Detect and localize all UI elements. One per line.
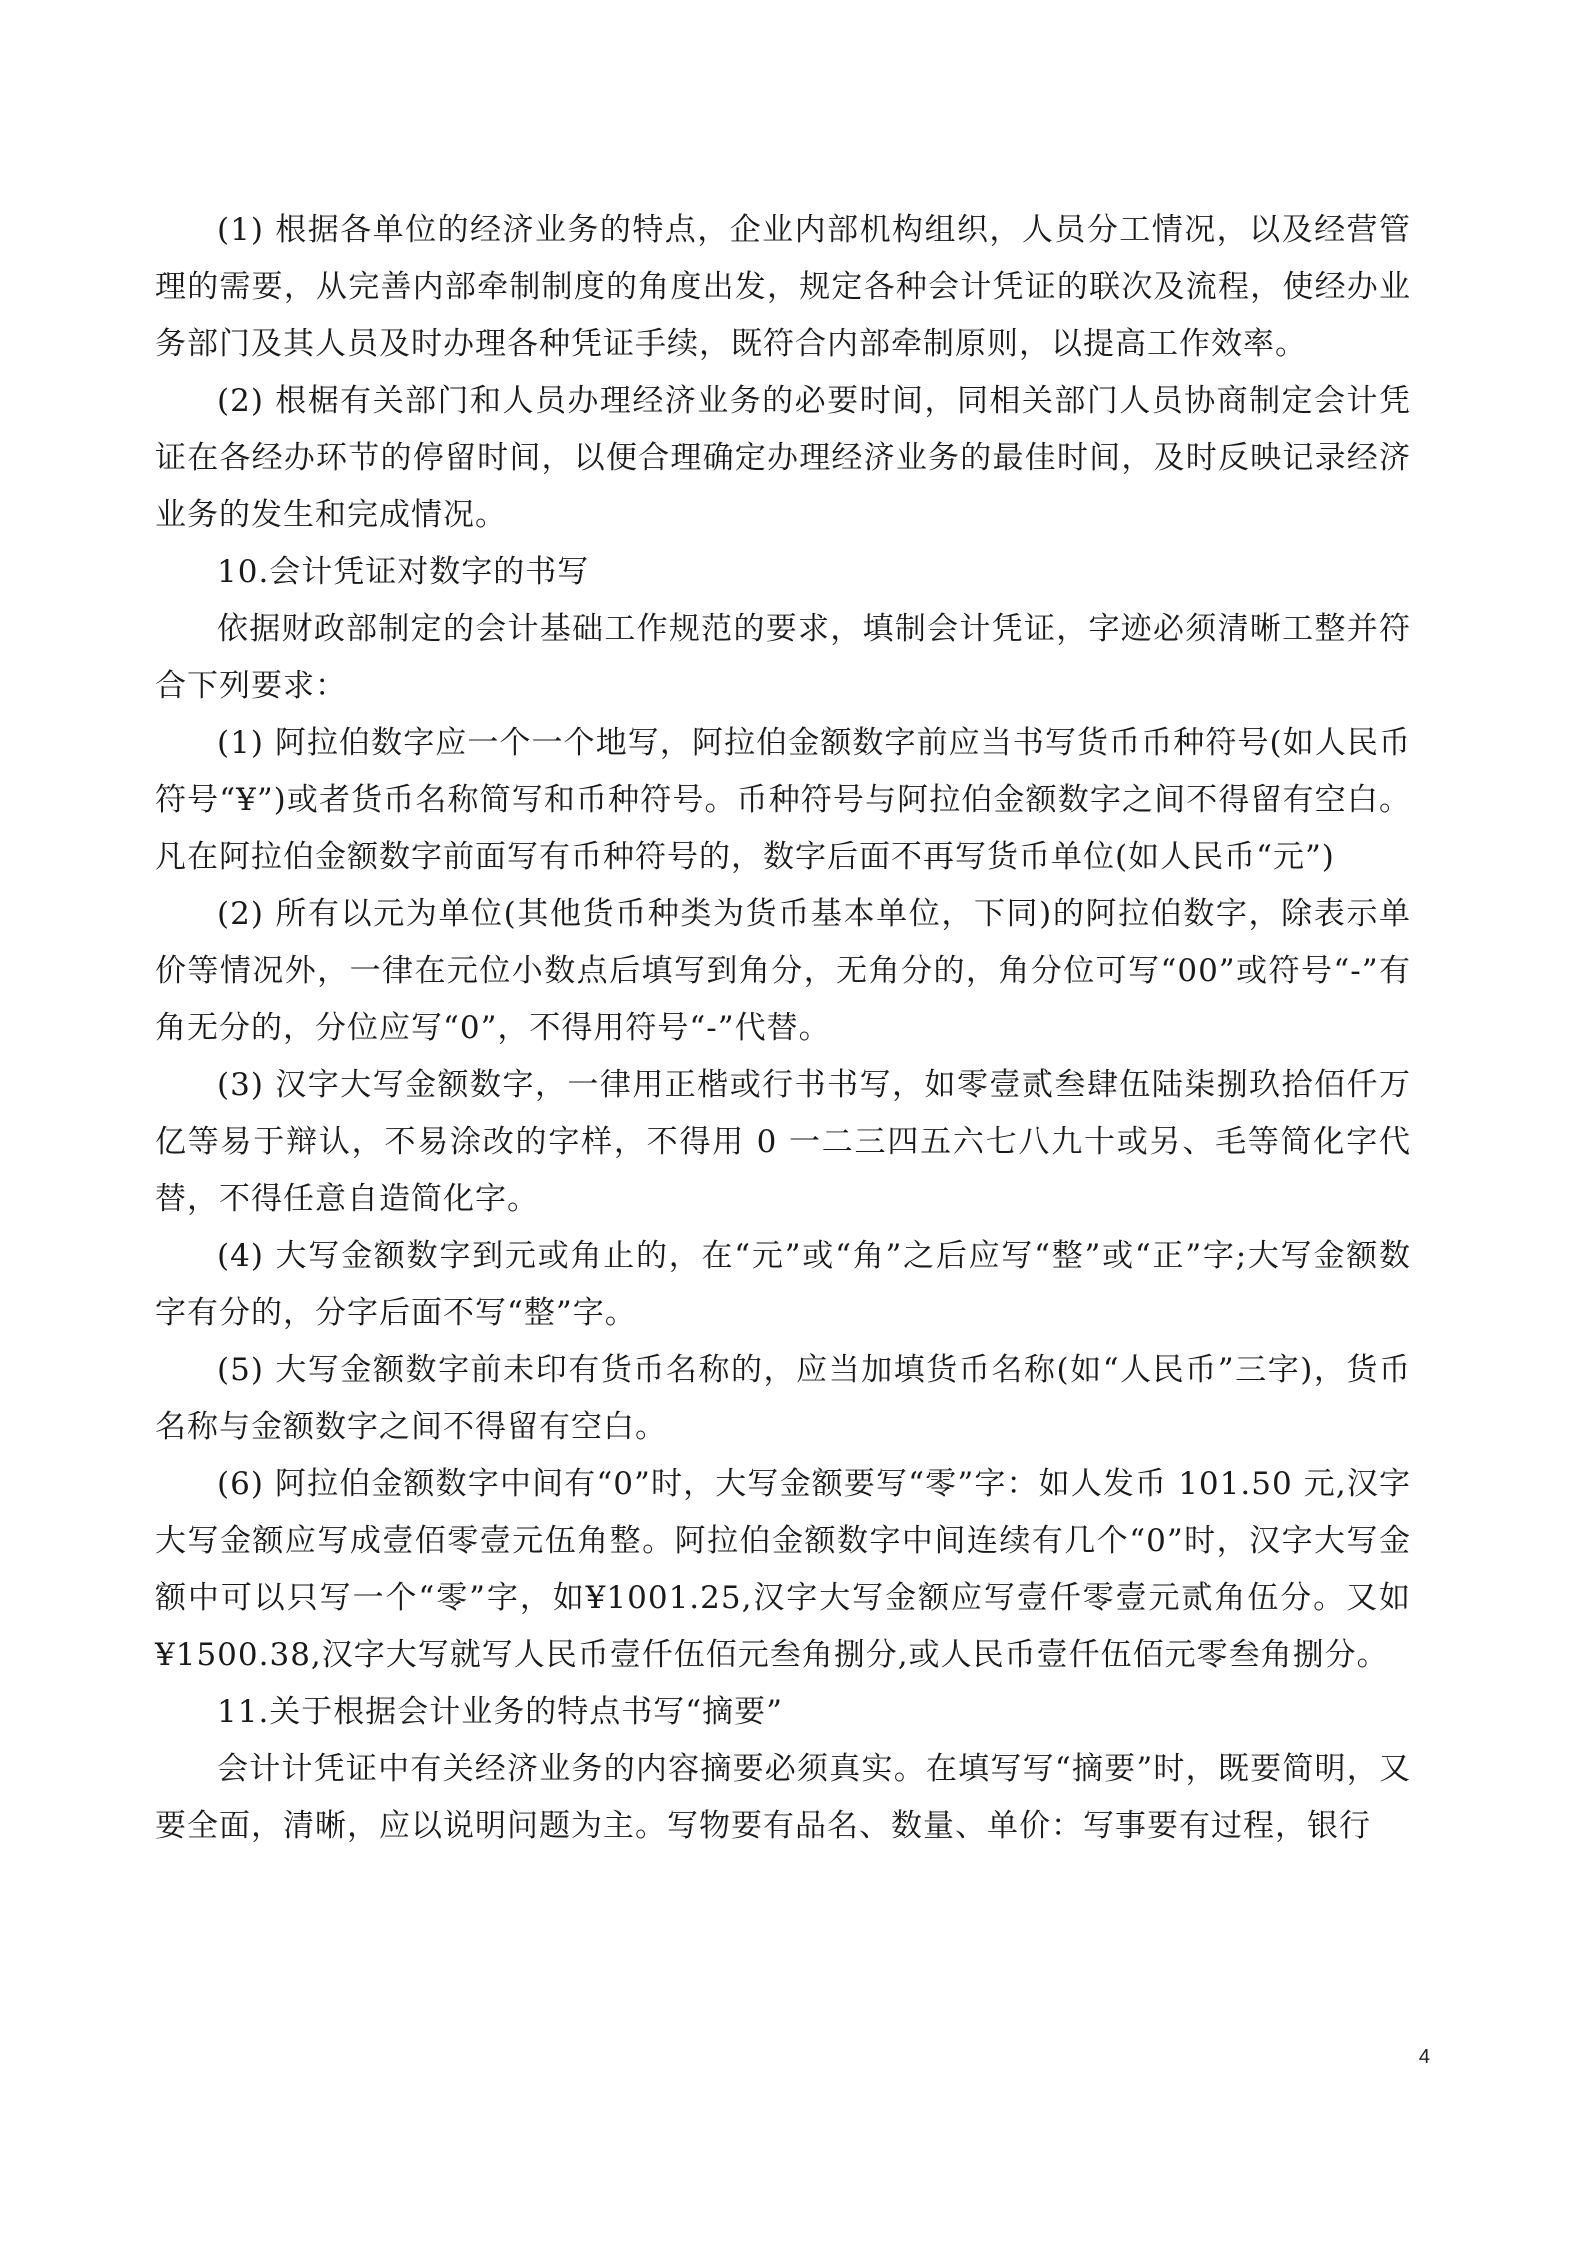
paragraph-2-4: (4) 大写金额数字到元或角止的，在“元”或“角”之后应写“整”或“正”字;大写金额数字有分的，分字后面不写“整”字。 bbox=[155, 1238, 1411, 1331]
paragraph-intro: 依据财政部制定的会计基础工作规范的要求，填制会计凭证，字迹必须清晰工整并符合下列要求： bbox=[155, 611, 1411, 704]
paragraph-2-2: (2) 所有以元为单位(其他货币种类为货币基本单位，下同)的阿拉伯数字，除表示单价等情况外，一律在元位小数点后填写到角分，无角分的，角分位可写“00”或符号“-”有角无分的，分位应写“0”，不得用符号“-”代替。 bbox=[155, 896, 1411, 1046]
paragraph-1-2: (2) 根椐有关部门和人员办理经济业务的必要时间，同相关部门人员协商制定会计凭证在各经办环节的停留时间，以便合理确定办理经济业务的最佳时间，及时反映记录经济业务的发生和完成情况。 bbox=[155, 383, 1411, 533]
page-number: 4 bbox=[1418, 2046, 1430, 2068]
section-heading-10: 10.会计凭证对数字的书写 bbox=[217, 554, 590, 590]
paragraph-2-6: (6) 阿拉伯金额数字中间有“0”时，大写金额要写“零”字：如人发币 101.50 元,汉字大写金额应写成壹佰零壹元伍角整。阿拉伯金额数字中间连续有几个“0”时，汉字大写金额中可以只写一个“零”字，如¥1001.25,汉字大写金额应写壹仟零壹元贰角伍分。又如¥1500.38,汉字大写就写人民币壹仟伍佰元叁角捌分,或人民币壹仟伍佰元零叁角捌分。 bbox=[155, 1466, 1411, 1673]
paragraph-summary: 会计计凭证中有关经济业务的内容摘要必须真实。在填写写“摘要”时，既要简明，又要全面，清晰，应以说明问题为主。写物要有品名、数量、单价：写事要有过程，银行 bbox=[155, 1751, 1411, 1844]
paragraph-2-1: (1) 阿拉伯数字应一个一个地写，阿拉伯金额数字前应当书写货币币种符号(如人民币符号“¥”)或者货币名称简写和币种符号。币种符号与阿拉伯金额数字之间不得留有空白。凡在阿拉伯金额数字前面写有币种符号的，数字后面不再写货币单位(如人民币“元”) bbox=[155, 725, 1411, 875]
paragraph-2-5: (5) 大写金额数字前未印有货币名称的，应当加填货币名称(如“人民币”三字)，货币名称与金额数字之间不得留有空白。 bbox=[155, 1352, 1411, 1445]
section-heading-11: 11.关于根据会计业务的特点书写“摘要” bbox=[217, 1694, 783, 1730]
body-text bbox=[155, 202, 1411, 1855]
paragraph-1-1: (1) 根据各单位的经济业务的特点，企业内部机构组织，人员分工情况，以及经营管理的需要，从完善内部牵制制度的角度出发，规定各种会计凭证的联次及流程，使经办业务部门及其人员及时办理各种凭证手续，既符合内部牵制原则，以提高工作效率。 bbox=[155, 212, 1411, 362]
paragraph-2-3: (3) 汉字大写金额数字，一律用正楷或行书书写，如零壹贰叁肆伍陆柒捌玖拾佰仟万亿等易于辩认，不易涂改的字样，不得用 0 一二三四五六七八九十或另、毛等简化字代替，不得任意自造简化字。 bbox=[155, 1067, 1411, 1217]
